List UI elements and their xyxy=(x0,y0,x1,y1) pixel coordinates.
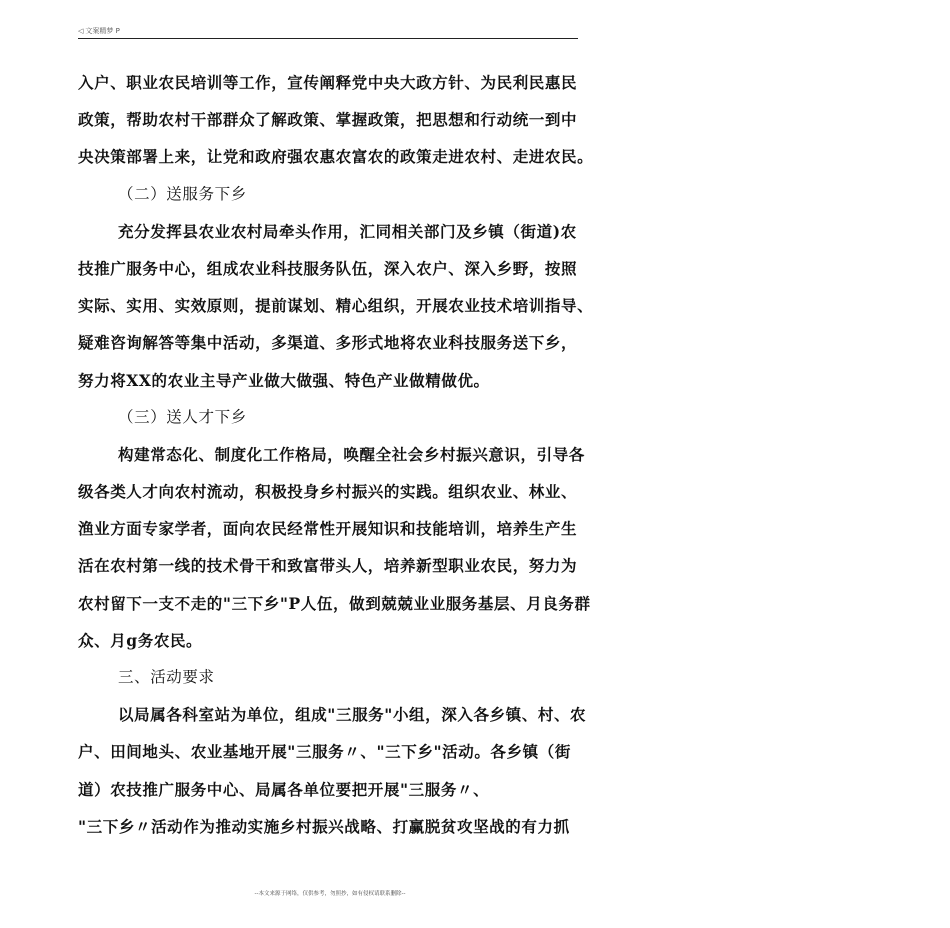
paragraph-line: 渔业方面专家学者，面向农民经常性开展知识和技能培训，培养生产生 xyxy=(78,519,578,539)
section-heading: （二）送服务下乡 xyxy=(118,184,247,203)
paragraph-line: 技推广服务中心，组成农业科技服务队伍，深入农户、深入乡野，按照 xyxy=(78,258,578,278)
paragraph-line: "三下乡〃活动作为推动实施乡村振兴战略、打赢脱贫攻坚战的有力抓 xyxy=(78,816,570,836)
paragraph-line: 政策，帮助农村干部群众了解政策、掌握政策，把思想和行动统一到中 xyxy=(78,110,578,130)
section-heading: （三）送人才下乡 xyxy=(118,407,247,426)
page-header xyxy=(78,24,578,39)
header-mark xyxy=(78,26,120,36)
page-footer: --本文来源于网络，仅供参考，勿照抄，如有侵权请联系删除-- xyxy=(254,891,406,897)
paragraph-line: 道）农技推广服务中心、局属各单位要把开展"三服务〃、 xyxy=(78,779,490,799)
paragraph-line: 活在农村第一线的技术骨干和致富带头人，培养新型职业农民，努力为 xyxy=(78,556,578,576)
paragraph-line: 入户、职业农民培训等工作，宣传阐释党中央大政方针、为民利民惠民 xyxy=(78,73,578,92)
document-body xyxy=(78,64,594,845)
paragraph-line: 努力将XX的农业主导产业做大做强、特色产业做精做优。 xyxy=(78,370,490,390)
paragraph-line: 众、月g务农民。 xyxy=(78,630,203,650)
header-text: 文案精梦 P xyxy=(85,27,120,35)
paragraph-line: 实际、实用、实效原则，提前谋划、精心组织，开展农业技术培训指导、 xyxy=(78,296,594,316)
triangle-left-icon: ◁ xyxy=(78,27,84,35)
paragraph-line: 级各类人才向农村流动，积极投身乡村振兴的实践。组织农业、林业、 xyxy=(78,482,578,502)
paragraph-line: 充分发挥县农业农村局牵头作用，汇同相关部门及乡镇（街道)农 xyxy=(118,221,577,241)
paragraph-line: 疑难咨询解答等集中活动，多渠道、多形式地将农业科技服务送下乡， xyxy=(78,333,578,353)
section-heading: 三、活动要求 xyxy=(118,668,215,686)
paragraph-line: 户、田间地头、农业基地开展"三服务〃、"三下乡"活动。各乡镇（街 xyxy=(78,742,571,762)
paragraph-line: 构建常态化、制度化工作格局，唤醒全社会乡村振兴意识，引导各 xyxy=(118,444,585,464)
paragraph-line: 农村留下一支不走的"三下乡"P人伍，做到兢兢业业服务基层、月良务群 xyxy=(78,593,591,613)
paragraph-line: 以局属各科室站为单位，组成"三服务"小组，深入各乡镇、村、农 xyxy=(118,705,587,725)
paragraph-line: 央决策部署上来，让党和政府强农惠农富农的政策走进农村、走进农民。 xyxy=(78,147,594,167)
